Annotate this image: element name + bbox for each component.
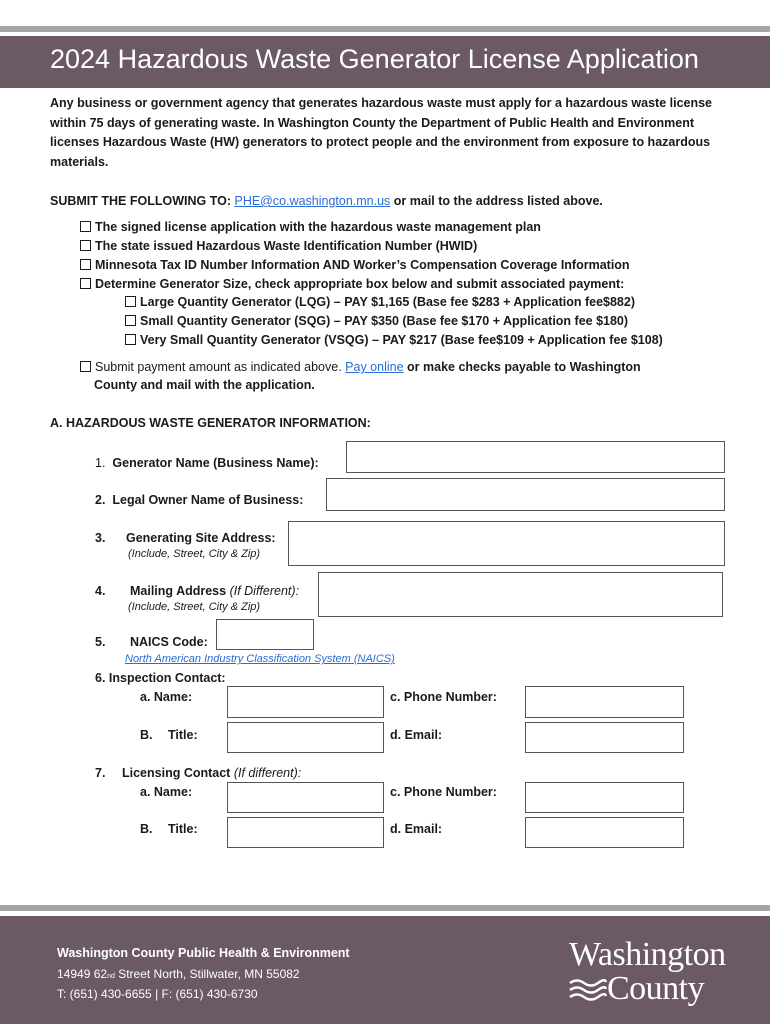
checklist-item: Determine Generator Size, check appropriate box below and submit associated payment: [80, 277, 624, 291]
email-link[interactable]: PHE@co.washington.mn.us [234, 194, 391, 208]
page-title: 2024 Hazardous Waste Generator License Application [50, 44, 699, 74]
q6-c-label: c. Phone Number: [390, 690, 497, 704]
licensing-phone-input[interactable] [525, 782, 684, 813]
footer-address: 14949 62nd Street North, Stillwater, MN 55082 [57, 967, 300, 981]
naics-link[interactable]: North American Industry Classification System (NAICS) [125, 653, 395, 665]
checkbox[interactable] [80, 259, 91, 270]
washington-county-logo [565, 936, 730, 1008]
site-address-input[interactable] [288, 521, 725, 566]
q6-a-label: a. Name: [140, 690, 193, 704]
checkbox[interactable] [80, 221, 91, 232]
q2-label: 2. Legal Owner Name of Business: [95, 493, 304, 507]
q6-label: 6. Inspection Contact: [95, 671, 226, 685]
q7-c-label: c. Phone Number: [390, 785, 497, 799]
q6-d-label: d. Email: [390, 728, 443, 742]
submit-suffix: or mail to the address listed above. [393, 194, 603, 208]
size-option-sqg: Small Quantity Generator (SQG) – PAY $350 (Base fee $170 + Application fee $180) [125, 314, 628, 328]
waves-icon [569, 978, 607, 1004]
section-a-heading: A. HAZARDOUS WASTE GENERATOR INFORMATION: [50, 416, 371, 430]
inspection-phone-input[interactable] [525, 686, 684, 718]
footer [0, 916, 770, 1024]
submit-line [50, 194, 603, 208]
bottom-divider [0, 905, 770, 911]
pay-online-link[interactable]: Pay online [345, 360, 404, 374]
mailing-address-input[interactable] [318, 572, 723, 617]
payment-suffix: or make checks payable to Washington [407, 360, 641, 374]
checkbox[interactable] [125, 334, 136, 345]
q7-b-num: B. [140, 822, 153, 836]
licensing-email-input[interactable] [525, 817, 684, 848]
logo-line-1: Washington [569, 936, 726, 973]
generator-name-input[interactable] [346, 441, 725, 473]
q3-label: Generating Site Address: [126, 531, 276, 545]
submit-label: SUBMIT THE FOLLOWING TO: [50, 194, 231, 208]
payment-prefix: Submit payment amount as indicated above. [95, 360, 342, 374]
licensing-title-input[interactable] [227, 817, 384, 848]
top-divider [0, 26, 770, 32]
footer-phone: T: (651) 430-6655 | F: (651) 430-6730 [57, 987, 258, 1001]
inspection-title-input[interactable] [227, 722, 384, 753]
checkbox[interactable] [125, 296, 136, 307]
checklist-item: The state issued Hazardous Waste Identification Number (HWID) [80, 239, 477, 253]
q5-num: 5. [95, 635, 106, 649]
inspection-email-input[interactable] [525, 722, 684, 753]
legal-owner-input[interactable] [326, 478, 725, 511]
q4-hint: (Include, Street, City & Zip) [128, 601, 261, 613]
size-option-vsqg: Very Small Quantity Generator (VSQG) – PAY $217 (Base fee$109 + Application fee $108) [125, 333, 663, 347]
q7-d-label: d. Email: [390, 822, 443, 836]
naics-code-input[interactable] [216, 619, 314, 650]
intro-paragraph: Any business or government agency that generates hazardous waste must apply for a hazardous waste license within 75 days of generating waste. In Washington County the Department of Public Health and Environment licenses Hazardous Waste (HW) generators to protect people and the environment from exposure to hazardous materials. [50, 96, 713, 169]
q1-label: 1. Generator Name (Business Name): [95, 456, 319, 470]
q5-label: NAICS Code: [130, 635, 208, 649]
q6-b-label: Title: [168, 728, 198, 742]
q3-hint: (Include, Street, City & Zip) [128, 548, 261, 560]
header-banner [0, 36, 770, 88]
size-option-lqg: Large Quantity Generator (LQG) – PAY $1,165 (Base fee $283 + Application fee$882) [125, 295, 635, 309]
checkbox[interactable] [80, 361, 91, 372]
checklist-item: The signed license application with the hazardous waste management plan [80, 220, 541, 234]
q7-a-label: a. Name: [140, 785, 193, 799]
q4-label: Mailing Address (If Different): [130, 584, 300, 598]
checkbox[interactable] [80, 278, 91, 289]
q3-num: 3. [95, 531, 106, 545]
q7-num: 7. [95, 766, 106, 780]
inspection-name-input[interactable] [227, 686, 384, 718]
checkbox[interactable] [80, 240, 91, 251]
q7-label: Licensing Contact (If different): [122, 766, 302, 780]
checkbox[interactable] [125, 315, 136, 326]
checklist-item: Minnesota Tax ID Number Information AND Worker’s Compensation Coverage Information [80, 258, 630, 272]
payment-line [80, 360, 641, 374]
payment-line-2: County and mail with the application. [94, 378, 315, 392]
q4-num: 4. [95, 584, 106, 598]
q7-b-label: Title: [168, 822, 198, 836]
logo-line-2: County [607, 970, 705, 1007]
q6-b-num: B. [140, 728, 153, 742]
footer-org: Washington County Public Health & Environment [57, 946, 350, 960]
licensing-name-input[interactable] [227, 782, 384, 813]
